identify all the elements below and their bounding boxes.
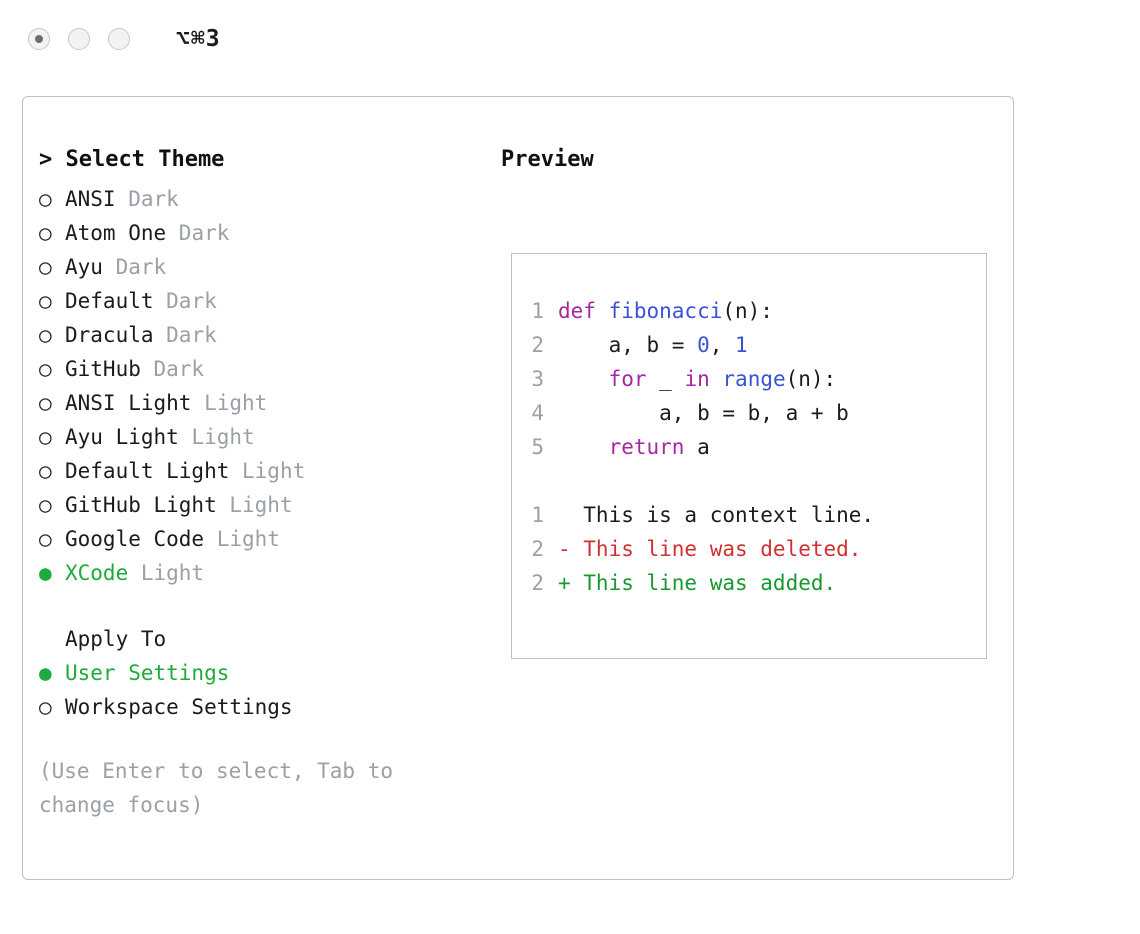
radio-icon: ○ <box>39 695 52 719</box>
theme-column <box>39 147 469 822</box>
theme-option[interactable] <box>39 454 469 488</box>
theme-option-label: Ayu <box>65 255 103 279</box>
diff-text: - This line was deleted. <box>558 537 862 561</box>
code-token: a, b = b, a + b <box>558 401 849 425</box>
preview-box <box>511 253 987 659</box>
spacer <box>39 590 469 622</box>
diff-line <box>526 498 874 532</box>
selected-radio-icon: ● <box>39 661 52 685</box>
radio-icon: ○ <box>39 493 52 517</box>
theme-option-variant: Dark <box>102 255 167 279</box>
diff-text: + This line was added. <box>558 571 837 595</box>
radio-icon: ○ <box>39 323 52 347</box>
line-number: 2 <box>531 537 544 561</box>
title-bar <box>0 0 1140 78</box>
line-number: 2 <box>531 571 544 595</box>
keyboard-hint: (Use Enter to select, Tab to change focus) <box>39 759 406 817</box>
theme-option[interactable] <box>39 182 469 216</box>
code-line <box>526 430 874 464</box>
shortcut-label: ⌥⌘3 <box>176 26 221 52</box>
theme-option-variant: Dark <box>153 323 217 347</box>
theme-option-label: XCode <box>65 561 129 585</box>
code-line <box>526 362 874 396</box>
code-token: for <box>608 367 647 391</box>
apply-to-option[interactable] <box>39 690 469 724</box>
code-token <box>558 435 609 459</box>
theme-option-label: Google Code <box>65 527 205 551</box>
code-token: a <box>684 435 710 459</box>
code-token: range <box>722 367 786 391</box>
radio-icon: ○ <box>39 425 52 449</box>
code-line <box>526 294 874 328</box>
theme-option-variant: Light <box>191 391 268 415</box>
code-token: fibonacci <box>608 299 723 323</box>
select-theme-heading: > Select Theme <box>39 147 225 172</box>
theme-option-variant: Light <box>204 527 280 551</box>
radio-icon: ○ <box>39 391 52 415</box>
apply-to-heading: Apply To <box>65 627 167 651</box>
traffic-light-maximize[interactable] <box>108 28 130 50</box>
code-token: (n): <box>722 299 773 323</box>
code-token: return <box>608 435 685 459</box>
code-token: a, b = <box>558 333 698 357</box>
theme-option-label: Atom One <box>65 221 167 245</box>
line-number: 1 <box>531 503 544 527</box>
diff-line <box>526 566 874 600</box>
theme-option-label: GitHub Light <box>65 493 217 517</box>
theme-option-label: Default <box>65 289 154 313</box>
radio-icon: ○ <box>39 459 52 483</box>
theme-option-label: Dracula <box>65 323 154 347</box>
apply-to-option-label: Workspace Settings <box>65 695 293 719</box>
radio-icon: ○ <box>39 527 52 551</box>
code-token <box>558 367 609 391</box>
code-token: 1 <box>735 333 748 357</box>
theme-option[interactable] <box>39 216 469 250</box>
theme-list[interactable] <box>39 182 469 590</box>
theme-option-variant: Light <box>216 493 293 517</box>
apply-to-option-label: User Settings <box>65 661 230 685</box>
theme-option[interactable] <box>39 250 469 284</box>
diff-text: This is a context line. <box>558 503 875 527</box>
radio-icon: ○ <box>39 255 52 279</box>
theme-option-variant: Dark <box>115 187 179 211</box>
theme-option-variant: Dark <box>153 289 217 313</box>
theme-option-variant: Light <box>128 561 205 585</box>
theme-option-label: Ayu Light <box>65 425 179 449</box>
line-number: 4 <box>531 401 544 425</box>
theme-option[interactable] <box>39 352 469 386</box>
diff-line <box>526 532 874 566</box>
code-token: 0 <box>697 333 710 357</box>
radio-icon: ○ <box>39 187 52 211</box>
theme-option[interactable] <box>39 284 469 318</box>
theme-option[interactable] <box>39 318 469 352</box>
diff-preview <box>526 498 874 600</box>
theme-option-label: ANSI <box>65 187 116 211</box>
theme-option-label: Default Light <box>65 459 230 483</box>
theme-option-variant: Dark <box>166 221 230 245</box>
theme-option-label: ANSI Light <box>65 391 192 415</box>
theme-option-variant: Light <box>229 459 306 483</box>
selected-radio-icon: ● <box>39 561 52 585</box>
theme-option-variant: Dark <box>140 357 205 381</box>
preview-heading: Preview <box>501 147 594 172</box>
radio-icon: ○ <box>39 221 52 245</box>
theme-option[interactable] <box>39 522 469 556</box>
main-panel <box>22 96 1014 880</box>
radio-icon: ○ <box>39 289 52 313</box>
code-token: in <box>684 367 710 391</box>
apply-to-list[interactable] <box>39 656 469 724</box>
code-line <box>526 396 874 430</box>
code-token <box>710 367 723 391</box>
traffic-light-minimize[interactable] <box>68 28 90 50</box>
theme-option-variant: Light <box>178 425 255 449</box>
preview-column <box>501 147 991 595</box>
theme-option[interactable] <box>39 386 469 420</box>
code-token: _ <box>646 367 685 391</box>
code-token: , <box>709 333 736 357</box>
code-token: (n): <box>785 367 837 391</box>
code-preview <box>526 294 874 600</box>
line-number: 2 <box>531 333 544 357</box>
line-number: 5 <box>531 435 544 459</box>
traffic-light-close[interactable] <box>28 28 50 50</box>
theme-option[interactable] <box>39 420 469 454</box>
line-number: 3 <box>531 367 544 391</box>
code-line <box>526 328 874 362</box>
code-token: def <box>558 299 609 323</box>
theme-option-label: GitHub <box>65 357 141 381</box>
theme-option[interactable] <box>39 556 469 590</box>
radio-icon: ○ <box>39 357 52 381</box>
theme-option[interactable] <box>39 488 469 522</box>
line-number: 1 <box>531 299 544 323</box>
apply-to-option[interactable] <box>39 656 469 690</box>
